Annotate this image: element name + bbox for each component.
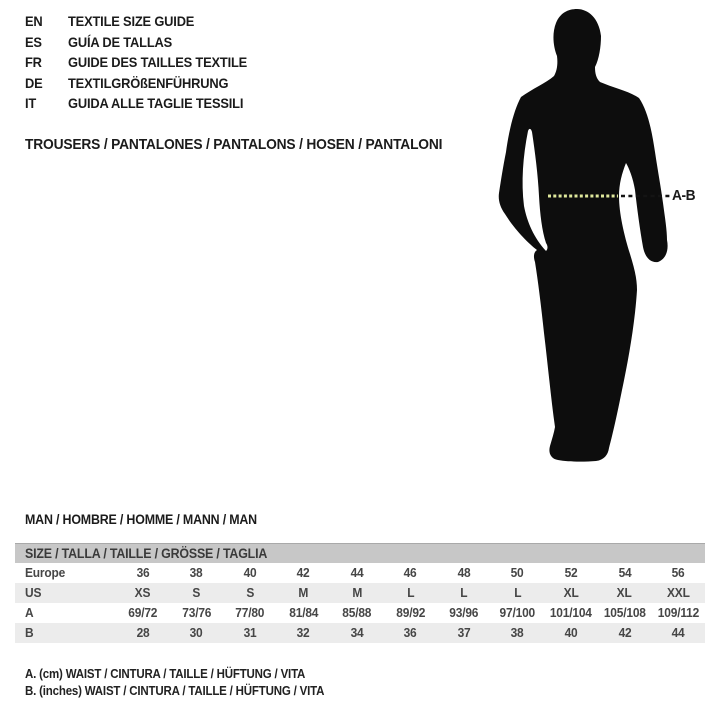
size-cell: 56 [671,565,685,580]
size-cell: 69/72 [128,605,158,620]
size-cell: M [298,585,309,600]
size-cell: 31 [243,625,257,640]
size-cell: XL [563,585,579,600]
language-row [25,32,263,53]
note-cm: A. (cm) WAIST / CINTURA / TAILLE / HÜFTUNG / VITA [25,667,306,681]
silhouette-body [499,9,668,462]
size-cell: L [513,585,522,600]
measurement-notes [25,666,350,700]
section-title-man: MAN / HOMBRE / HOMME / MANN / MAN [25,512,257,527]
guide-title: GUÍA DE TALLAS [68,33,173,50]
size-cell: 37 [457,625,471,640]
size-cell: L [406,585,414,600]
size-cell: 48 [457,565,471,580]
size-table [15,543,705,643]
language-row [25,11,263,32]
size-row-a-cm [15,603,705,623]
size-cell: 36 [136,565,150,580]
size-cell: 101/104 [550,605,592,620]
size-cell: 44 [350,565,364,580]
row-label: B [25,625,34,640]
note-inches: B. (inches) WAIST / CINTURA / TAILLE / HÜFTUNG / VITA [25,684,325,699]
size-cell: 38 [511,625,524,640]
size-cell: 38 [189,565,203,580]
language-code: ES [25,33,42,50]
size-row-b-inches [15,623,705,643]
size-cell: 30 [189,625,203,640]
language-title-list [25,11,263,114]
size-cell: 54 [618,565,632,580]
size-table-header: SIZE / TALLA / TAILLE / GRÖSSE / TAGLIA [15,544,705,564]
size-table-header-row [15,544,705,564]
size-cell: 46 [403,565,417,580]
size-cell: S [192,585,201,600]
guide-title: GUIDA ALLE TAGLIE TESSILI [68,95,244,111]
row-label: A [25,605,34,620]
size-cell: 40 [243,565,257,580]
size-cell: 89/92 [395,605,425,620]
language-code: EN [25,13,43,29]
guide-title: TEXTILGRÖßENFÜHRUNG [68,74,229,91]
size-cell: XS [134,585,151,600]
size-cell: L [460,585,468,600]
row-label: US [25,585,42,600]
measurement-label-ab: A-B [672,187,696,204]
size-cell: 93/96 [449,605,479,620]
language-row [25,52,263,73]
size-cell: 44 [671,625,685,640]
size-cell: 73/76 [181,605,211,620]
size-cell: 77/80 [235,605,265,620]
size-cell: 42 [296,565,310,580]
language-code: DE [25,74,43,91]
guide-title: GUIDE DES TAILLES TEXTILE [68,54,248,70]
size-cell: 81/84 [288,605,318,620]
guide-title: TEXTILE SIZE GUIDE [68,13,195,29]
size-cell: 28 [136,625,150,640]
size-cell: 105/108 [603,605,646,620]
size-cell: XL [617,585,633,600]
size-cell: S [245,585,254,600]
language-row [25,73,263,94]
size-cell: 52 [564,565,578,580]
size-cell: 42 [618,625,632,640]
size-cell: 40 [564,625,578,640]
size-cell: 109/112 [657,605,699,620]
size-row-europe [15,563,705,583]
size-cell: 32 [296,625,310,640]
size-cell: XXL [666,585,690,600]
size-row-us [15,583,705,603]
row-label: Europe [25,565,66,580]
language-row [25,93,263,114]
size-cell: 36 [403,625,417,640]
size-cell: 85/88 [342,605,372,620]
man-standing-silhouette-icon [495,0,710,470]
size-cell: M [351,585,362,600]
language-code: FR [25,54,42,70]
category-title: TROUSERS / PANTALONES / PANTALONS / HOSEN / PANTALONI [25,136,443,153]
size-cell: 97/100 [499,605,536,620]
size-cell: 34 [350,625,364,640]
size-cell: 50 [511,565,524,580]
language-code: IT [25,95,37,111]
